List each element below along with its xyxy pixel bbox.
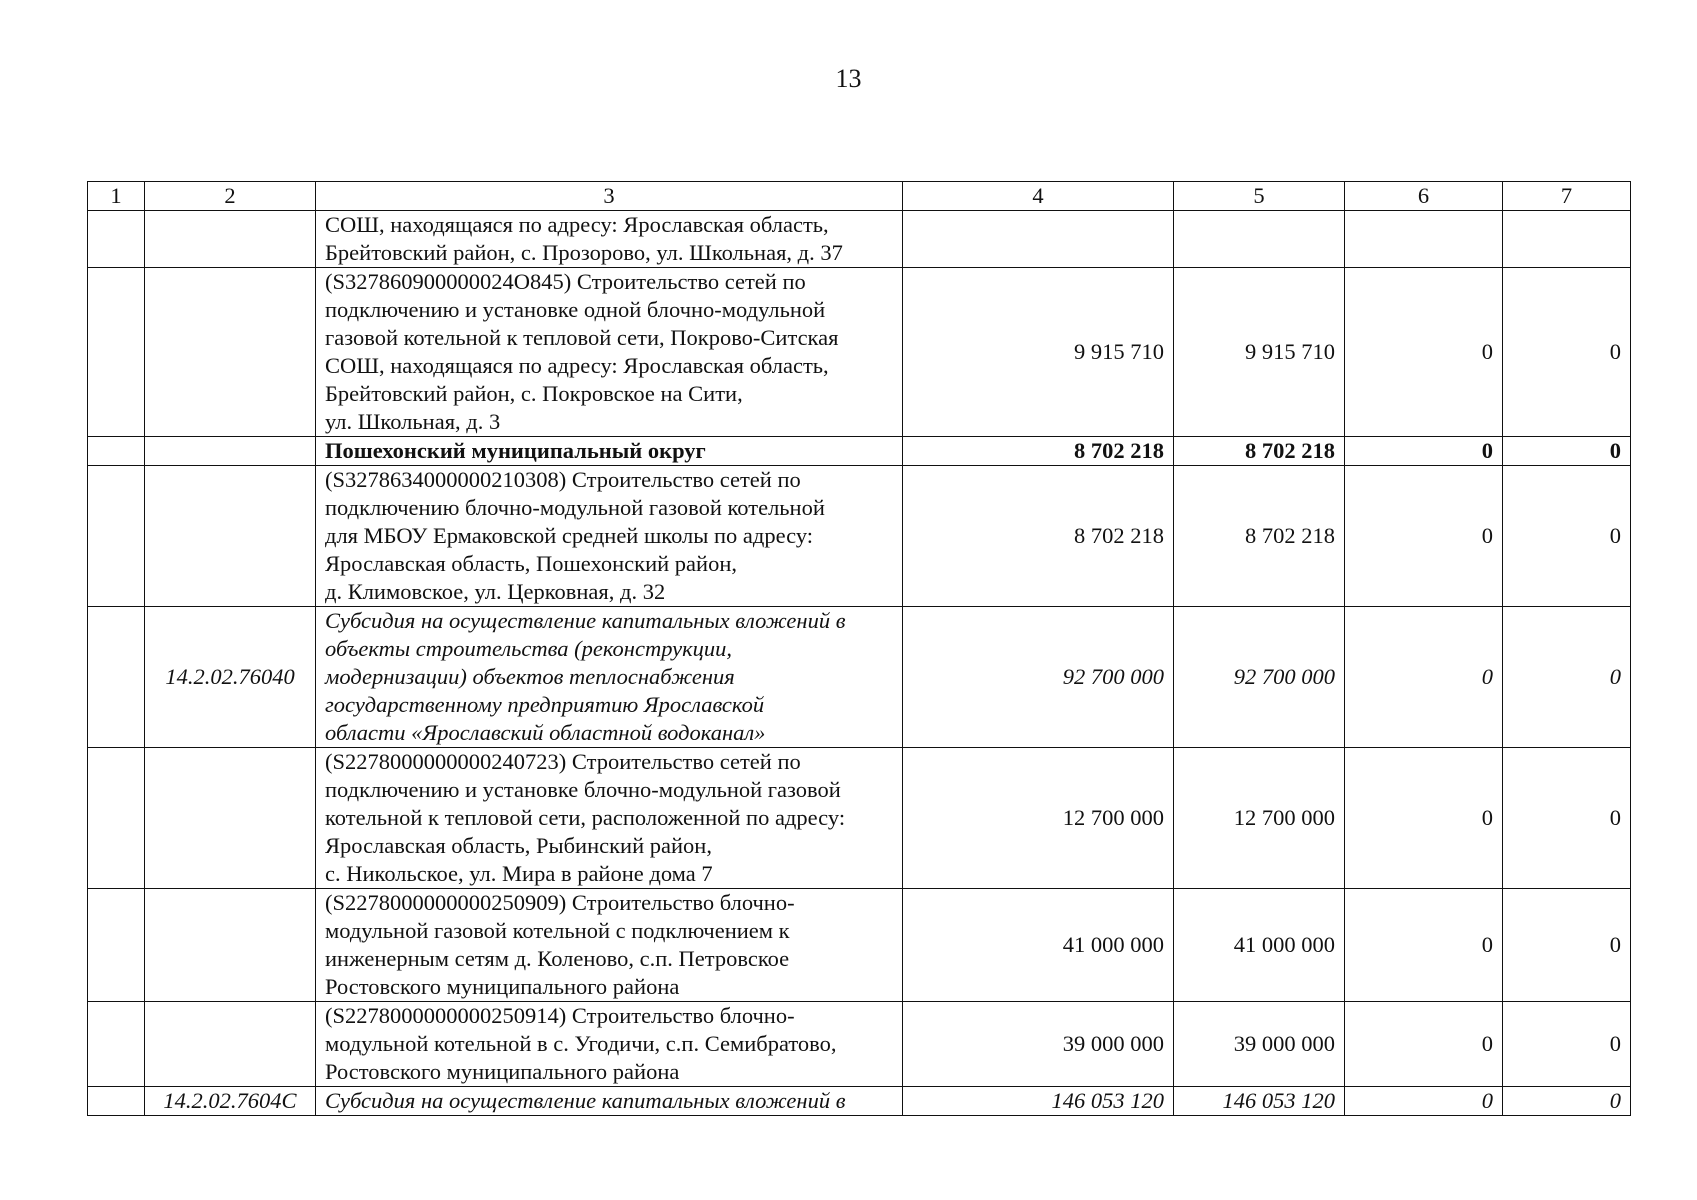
row-cell-amount-7: 0 xyxy=(1503,1087,1631,1116)
row-cell-index xyxy=(88,466,145,607)
row-cell-amount-5: 12 700 000 xyxy=(1174,748,1345,889)
header-row xyxy=(88,182,1631,211)
row-cell-description: Субсидия на осуществление капитальных вложений в xyxy=(316,1087,903,1116)
row-cell-index xyxy=(88,437,145,466)
row-cell-description: Субсидия на осуществление капитальных вложений в объекты строительства (реконструкции, модернизации) объектов теплоснабжения государственному предприятию Ярославской области «Ярославский областной водоканал» xyxy=(316,607,903,748)
row-cell-amount-7: 0 xyxy=(1503,268,1631,437)
header-col-4: 4 xyxy=(903,182,1174,211)
header-col-7: 7 xyxy=(1503,182,1631,211)
row-cell-code xyxy=(145,748,316,889)
row-cell-amount-6: 0 xyxy=(1345,466,1503,607)
row-cell-amount-5: 146 053 120 xyxy=(1174,1087,1345,1116)
row-cell-amount-7 xyxy=(1503,211,1631,268)
row-cell-description: СОШ, находящаяся по адресу: Ярославская область, Брейтовский район, с. Прозорово, ул. Школьная, д. 37 xyxy=(316,211,903,268)
row-cell-amount-7: 0 xyxy=(1503,437,1631,466)
row-cell-index xyxy=(88,748,145,889)
table-row xyxy=(88,1002,1631,1087)
row-cell-code xyxy=(145,268,316,437)
row-cell-amount-6: 0 xyxy=(1345,437,1503,466)
row-cell-amount-7: 0 xyxy=(1503,748,1631,889)
row-cell-index xyxy=(88,607,145,748)
row-cell-amount-6: 0 xyxy=(1345,1002,1503,1087)
row-cell-code: 14.2.02.76040 xyxy=(145,607,316,748)
row-cell-description: (S327860900000024О845) Строительство сетей по подключению и установке одной блочно-модульной газовой котельной к тепловой сети, Покрово-Ситская СОШ, находящаяся по адресу: Ярославская область, Брейтовский район, с. Покровское на Сити, ул. Школьная, д. 3 xyxy=(316,268,903,437)
table-row-subsidy xyxy=(88,1087,1631,1116)
header-col-6: 6 xyxy=(1345,182,1503,211)
header-col-1: 1 xyxy=(88,182,145,211)
row-cell-amount-4: 92 700 000 xyxy=(903,607,1174,748)
table-row xyxy=(88,748,1631,889)
row-cell-description: (S2278000000000250909) Строительство блочно- модульной газовой котельной с подключением к инженерным сетям д. Коленово, с.п. Петровское Ростовского муниципального района xyxy=(316,889,903,1002)
row-cell-amount-4: 8 702 218 xyxy=(903,437,1174,466)
row-cell-index xyxy=(88,1002,145,1087)
header-col-5: 5 xyxy=(1174,182,1345,211)
row-cell-amount-6: 0 xyxy=(1345,607,1503,748)
budget-table xyxy=(87,181,1631,1116)
table-row xyxy=(88,889,1631,1002)
row-cell-amount-4: 8 702 218 xyxy=(903,466,1174,607)
row-cell-index xyxy=(88,889,145,1002)
row-cell-amount-6: 0 xyxy=(1345,889,1503,1002)
row-cell-index xyxy=(88,268,145,437)
row-cell-amount-7: 0 xyxy=(1503,466,1631,607)
row-cell-amount-7: 0 xyxy=(1503,889,1631,1002)
row-cell-code xyxy=(145,1002,316,1087)
row-cell-amount-5: 8 702 218 xyxy=(1174,437,1345,466)
row-cell-description: (S2278000000000250914) Строительство блочно- модульной котельной в с. Угодичи, с.п. Семибратово, Ростовского муниципального района xyxy=(316,1002,903,1087)
page-number: 13 xyxy=(835,64,862,93)
row-cell-amount-4 xyxy=(903,211,1174,268)
row-cell-amount-5: 39 000 000 xyxy=(1174,1002,1345,1087)
row-cell-amount-6: 0 xyxy=(1345,1087,1503,1116)
row-cell-amount-5 xyxy=(1174,211,1345,268)
row-cell-code xyxy=(145,211,316,268)
row-cell-amount-5: 92 700 000 xyxy=(1174,607,1345,748)
row-cell-amount-7: 0 xyxy=(1503,1002,1631,1087)
row-cell-amount-4: 9 915 710 xyxy=(903,268,1174,437)
table-row xyxy=(88,268,1631,437)
row-cell-description: (S2278000000000240723) Строительство сетей по подключению и установке блочно-модульной газовой котельной к тепловой сети, расположенной по адресу: Ярославская область, Рыбинский район, с. Никольское, ул. Мира в районе дома 7 xyxy=(316,748,903,889)
row-cell-index xyxy=(88,211,145,268)
row-cell-amount-5: 8 702 218 xyxy=(1174,466,1345,607)
row-cell-amount-4: 39 000 000 xyxy=(903,1002,1174,1087)
table-row-subsidy xyxy=(88,607,1631,748)
row-cell-index xyxy=(88,1087,145,1116)
table-row-subtotal xyxy=(88,437,1631,466)
row-cell-amount-4: 41 000 000 xyxy=(903,889,1174,1002)
row-cell-description: (S3278634000000210308) Строительство сетей по подключению блочно-модульной газовой котельной для МБОУ Ермаковской средней школы по адресу: Ярославская область, Пошехонский район, д. Климовское, ул. Церковная, д. 32 xyxy=(316,466,903,607)
row-cell-amount-5: 9 915 710 xyxy=(1174,268,1345,437)
row-cell-amount-6: 0 xyxy=(1345,268,1503,437)
row-cell-code: 14.2.02.7604С xyxy=(145,1087,316,1116)
row-cell-code xyxy=(145,437,316,466)
table-row xyxy=(88,466,1631,607)
header-col-3: 3 xyxy=(316,182,903,211)
row-cell-amount-4: 12 700 000 xyxy=(903,748,1174,889)
row-cell-code xyxy=(145,466,316,607)
row-cell-amount-5: 41 000 000 xyxy=(1174,889,1345,1002)
row-cell-amount-6 xyxy=(1345,211,1503,268)
row-cell-amount-4: 146 053 120 xyxy=(903,1087,1174,1116)
row-cell-amount-6: 0 xyxy=(1345,748,1503,889)
row-cell-description: Пошехонский муниципальный округ xyxy=(316,437,903,466)
table-row xyxy=(88,211,1631,268)
row-cell-code xyxy=(145,889,316,1002)
header-col-2: 2 xyxy=(145,182,316,211)
row-cell-amount-7: 0 xyxy=(1503,607,1631,748)
